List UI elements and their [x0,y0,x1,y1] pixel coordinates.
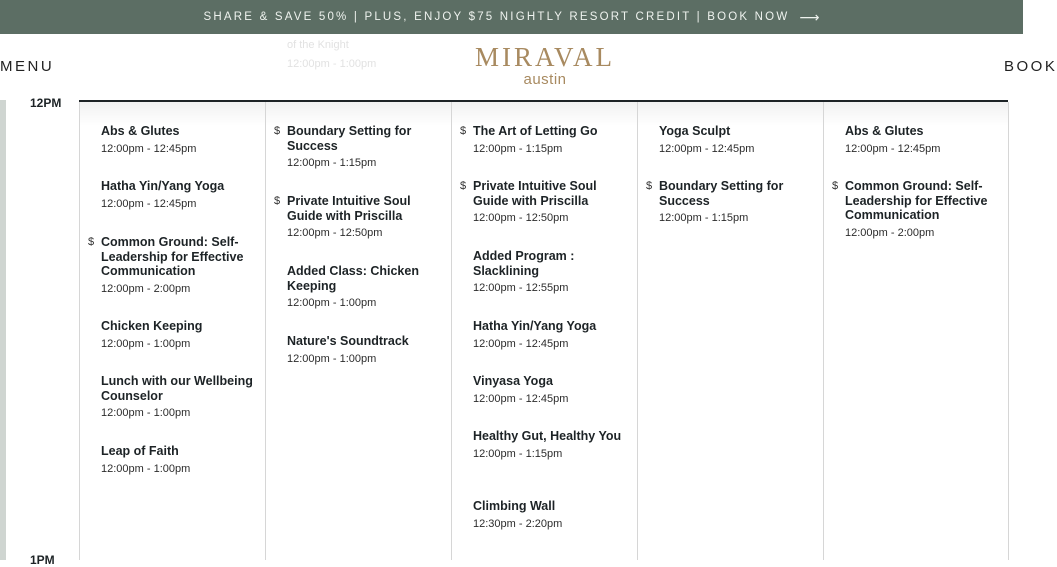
book-button[interactable]: BOOK [1004,58,1057,75]
schedule-event[interactable] [101,179,259,211]
schedule-event[interactable] [832,179,1003,240]
schedule-event[interactable] [473,319,631,351]
promo-text[interactable]: SHARE & SAVE 50% | PLUS, ENJOY $75 NIGHTLY RESORT CREDIT | BOOK NOW [203,11,790,23]
schedule-event[interactable] [473,374,631,406]
event-time: 12:00pm - 1:15pm [659,212,749,224]
event-time: 12:30pm - 2:20pm [473,517,563,530]
event-time: 12:00pm - 1:15pm [473,142,563,155]
day-column [637,102,823,560]
schedule-event[interactable] [101,374,259,420]
event-title[interactable]: Chicken Keeping [101,319,203,333]
logo-location: austin [523,71,567,88]
day-column [451,102,637,560]
event-time: 12:00pm - 12:45pm [101,142,197,155]
event-title[interactable]: Boundary Setting for Success [659,179,784,208]
event-title[interactable]: Abs & Glutes [845,124,924,138]
event-time: 12:00pm - 12:45pm [845,142,941,155]
schedule-event[interactable] [646,179,817,225]
event-time: 12:00pm - 12:45pm [659,142,755,155]
event-time: 12:00pm - 1:00pm [101,462,191,475]
schedule-event[interactable] [460,124,631,156]
event-title[interactable]: Added Program : Slacklining [473,249,575,278]
paid-indicator: $ [460,125,467,137]
paid-indicator: $ [832,180,839,192]
event-time: 12:00pm - 1:00pm [101,407,191,419]
paid-indicator: $ [274,125,281,137]
event-time: 12:00pm - 1:00pm [287,352,377,365]
event-time: 12:00pm - 1:15pm [473,447,563,460]
event-time: 12:00pm - 2:00pm [101,282,191,295]
schedule-event[interactable] [845,124,1003,156]
schedule-event[interactable] [287,264,445,310]
schedule-event[interactable] [473,249,631,295]
schedule-event[interactable] [274,124,445,170]
site-header [0,34,1057,100]
schedule-event[interactable] [460,179,631,225]
event-time: 12:00pm - 1:00pm [287,297,377,309]
event-title[interactable]: Common Ground: Self-Leadership for Effective Communication [845,179,988,222]
event-time: 12:00pm - 12:55pm [473,282,569,294]
schedule-event[interactable] [659,124,817,156]
event-title[interactable]: Boundary Setting for Success [287,124,412,153]
faded-event-title: of the Knight [287,39,349,51]
schedule-event[interactable] [473,429,631,461]
event-time: 12:00pm - 12:50pm [287,227,383,239]
paid-indicator: $ [274,195,281,207]
event-time: 12:00pm - 1:00pm [101,337,191,350]
event-title[interactable]: Climbing Wall [473,499,556,513]
event-title[interactable]: Private Intuitive Soul Guide with Priscilla [287,194,411,223]
day-column [265,102,451,560]
hour-label: 12PM [30,96,62,110]
schedule-rail [0,100,6,560]
faded-event-time: 12:00pm - 1:00pm [287,58,377,70]
event-title[interactable]: The Art of Letting Go [473,124,598,138]
paid-indicator: $ [646,180,653,192]
event-title[interactable]: Private Intuitive Soul Guide with Priscilla [473,179,597,208]
logo-wordmark: MIRAVAL [474,42,616,72]
event-title[interactable]: Added Class: Chicken Keeping [287,264,419,293]
schedule-event[interactable] [88,235,259,296]
miraval-logo[interactable] [470,42,620,88]
event-time: 12:00pm - 12:50pm [473,212,569,224]
event-title[interactable]: Common Ground: Self-Leadership for Effective Communication [101,235,244,278]
schedule-event[interactable] [101,319,259,351]
event-title[interactable]: Vinyasa Yoga [473,374,553,388]
schedule-event[interactable] [101,444,259,476]
event-time: 12:00pm - 1:15pm [287,157,377,169]
promo-banner[interactable] [0,0,1023,34]
event-title[interactable]: Leap of Faith [101,444,179,458]
event-title[interactable]: Yoga Sculpt [659,124,731,138]
menu-button[interactable]: MENU [0,58,55,75]
event-time: 12:00pm - 12:45pm [101,197,197,210]
event-title[interactable]: Hatha Yin/Yang Yoga [473,319,597,333]
event-title[interactable]: Healthy Gut, Healthy You [473,429,622,443]
schedule-event[interactable] [473,499,631,531]
paid-indicator: $ [460,180,467,192]
event-title[interactable]: Lunch with our Wellbeing Counselor [101,374,253,403]
event-title[interactable]: Hatha Yin/Yang Yoga [101,179,225,193]
event-time: 12:00pm - 12:45pm [473,337,569,350]
event-title[interactable]: Abs & Glutes [101,124,180,138]
paid-indicator: $ [88,236,95,248]
arrow-right-icon[interactable]: ⟶ [799,8,820,25]
day-column [79,102,265,560]
schedule-event[interactable] [274,194,445,240]
day-column [823,102,1009,560]
hour-label: 1PM [30,553,55,567]
schedule-event[interactable] [101,124,259,156]
schedule-event[interactable] [287,334,445,366]
event-title[interactable]: Nature's Soundtrack [287,334,409,348]
event-time: 12:00pm - 2:00pm [845,226,935,239]
event-time: 12:00pm - 12:45pm [473,392,569,405]
